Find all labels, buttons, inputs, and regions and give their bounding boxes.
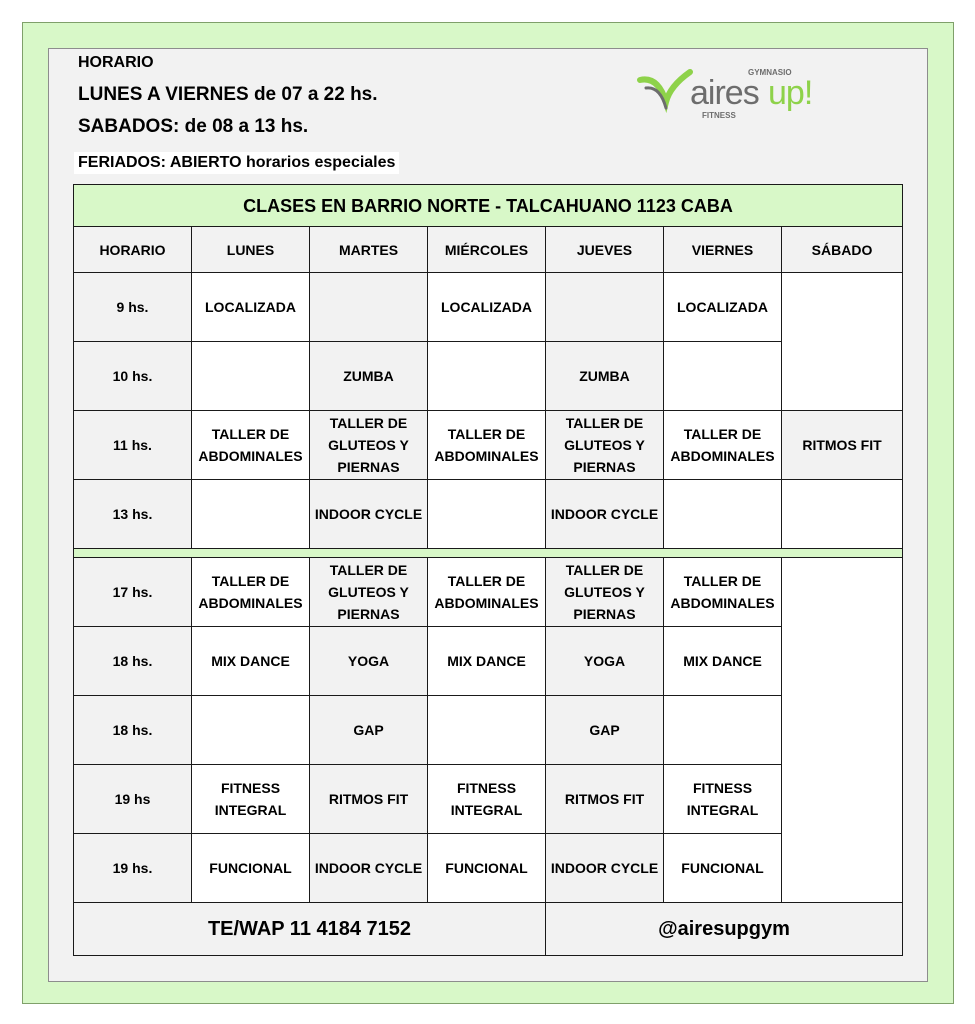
class-cell: INDOOR CYCLE (546, 834, 664, 903)
header-sabado: SÁBADO (782, 227, 903, 273)
logo-gymnasio-text: GYMNASIO (748, 68, 792, 77)
day-header-row (74, 227, 903, 273)
table-row (74, 765, 903, 834)
class-cell: TALLER DE GLUTEOS Y PIERNAS (546, 411, 664, 480)
header-lunes: LUNES (192, 227, 310, 273)
class-cell: FITNESS INTEGRAL (428, 765, 546, 834)
saturday-hours: SABADOS: de 08 a 13 hs. (78, 116, 309, 137)
class-cell (428, 480, 546, 549)
class-cell (664, 342, 782, 411)
class-cell (782, 480, 903, 549)
class-cell: MIX DANCE (428, 627, 546, 696)
class-cell: FITNESS INTEGRAL (192, 765, 310, 834)
time-cell: 11 hs. (74, 411, 192, 480)
class-cell: RITMOS FIT (782, 411, 903, 480)
table-title-row (74, 185, 903, 227)
class-cell: LOCALIZADA (428, 273, 546, 342)
holiday-hours: FERIADOS: ABIERTO horarios especiales (74, 152, 399, 174)
divider-cell (74, 549, 903, 558)
class-cell: TALLER DE ABDOMINALES (192, 411, 310, 480)
class-cell: FUNCIONAL (428, 834, 546, 903)
header-miercoles: MIÉRCOLES (428, 227, 546, 273)
table-row (74, 696, 903, 765)
class-cell: TALLER DE ABDOMINALES (428, 411, 546, 480)
table-row (74, 480, 903, 549)
weekday-hours: LUNES A VIERNES de 07 a 22 hs. (78, 84, 378, 105)
class-cell (782, 273, 903, 411)
class-cell (192, 696, 310, 765)
header-jueves: JUEVES (546, 227, 664, 273)
time-cell: 9 hs. (74, 273, 192, 342)
class-cell: INDOOR CYCLE (310, 480, 428, 549)
class-cell (428, 696, 546, 765)
class-cell: TALLER DE GLUTEOS Y PIERNAS (546, 558, 664, 627)
class-cell: TALLER DE ABDOMINALES (428, 558, 546, 627)
header-horario: HORARIO (74, 227, 192, 273)
header-martes: MARTES (310, 227, 428, 273)
class-cell: FUNCIONAL (664, 834, 782, 903)
table-row (74, 411, 903, 480)
class-cell: INDOOR CYCLE (546, 480, 664, 549)
section-divider (74, 549, 903, 558)
class-cell: LOCALIZADA (192, 273, 310, 342)
class-cell: MIX DANCE (192, 627, 310, 696)
table-row (74, 627, 903, 696)
time-cell: 13 hs. (74, 480, 192, 549)
class-cell: TALLER DE ABDOMINALES (192, 558, 310, 627)
class-cell (782, 558, 903, 903)
class-cell: MIX DANCE (664, 627, 782, 696)
class-cell: GAP (310, 696, 428, 765)
time-cell: 18 hs. (74, 696, 192, 765)
class-cell: FITNESS INTEGRAL (664, 765, 782, 834)
class-cell: YOGA (546, 627, 664, 696)
header-viernes: VIERNES (664, 227, 782, 273)
schedule-table (73, 184, 903, 956)
table-row (74, 834, 903, 903)
time-cell: 17 hs. (74, 558, 192, 627)
class-cell: TALLER DE GLUTEOS Y PIERNAS (310, 411, 428, 480)
class-cell: TALLER DE ABDOMINALES (664, 411, 782, 480)
time-cell: 19 hs (74, 765, 192, 834)
phone-contact: TE/WAP 11 4184 7152 (74, 903, 546, 956)
logo-brand-main: aires (690, 74, 759, 112)
class-cell: YOGA (310, 627, 428, 696)
class-cell (310, 273, 428, 342)
social-handle: @airesupgym (546, 903, 903, 956)
class-cell (546, 273, 664, 342)
table-row (74, 273, 903, 342)
class-cell (664, 696, 782, 765)
logo-fitness-text: FITNESS (702, 111, 736, 120)
time-cell: 19 hs. (74, 834, 192, 903)
table-row (74, 558, 903, 627)
class-cell: RITMOS FIT (546, 765, 664, 834)
class-cell: ZUMBA (310, 342, 428, 411)
class-cell: TALLER DE ABDOMINALES (664, 558, 782, 627)
class-cell: FUNCIONAL (192, 834, 310, 903)
schedule-heading: HORARIO (78, 54, 154, 71)
class-cell: ZUMBA (546, 342, 664, 411)
time-cell: 10 hs. (74, 342, 192, 411)
class-cell (428, 342, 546, 411)
contact-footer-row (74, 903, 903, 956)
time-cell: 18 hs. (74, 627, 192, 696)
class-cell: RITMOS FIT (310, 765, 428, 834)
class-cell: GAP (546, 696, 664, 765)
aires-up-logo (636, 62, 836, 126)
table-title: CLASES EN BARRIO NORTE - TALCAHUANO 1123 CABA (74, 185, 903, 227)
table-row (74, 342, 903, 411)
class-cell (192, 342, 310, 411)
class-cell: INDOOR CYCLE (310, 834, 428, 903)
class-cell: LOCALIZADA (664, 273, 782, 342)
class-cell: TALLER DE GLUTEOS Y PIERNAS (310, 558, 428, 627)
logo-brand-accent: up! (768, 74, 813, 112)
class-cell (192, 480, 310, 549)
class-cell (664, 480, 782, 549)
